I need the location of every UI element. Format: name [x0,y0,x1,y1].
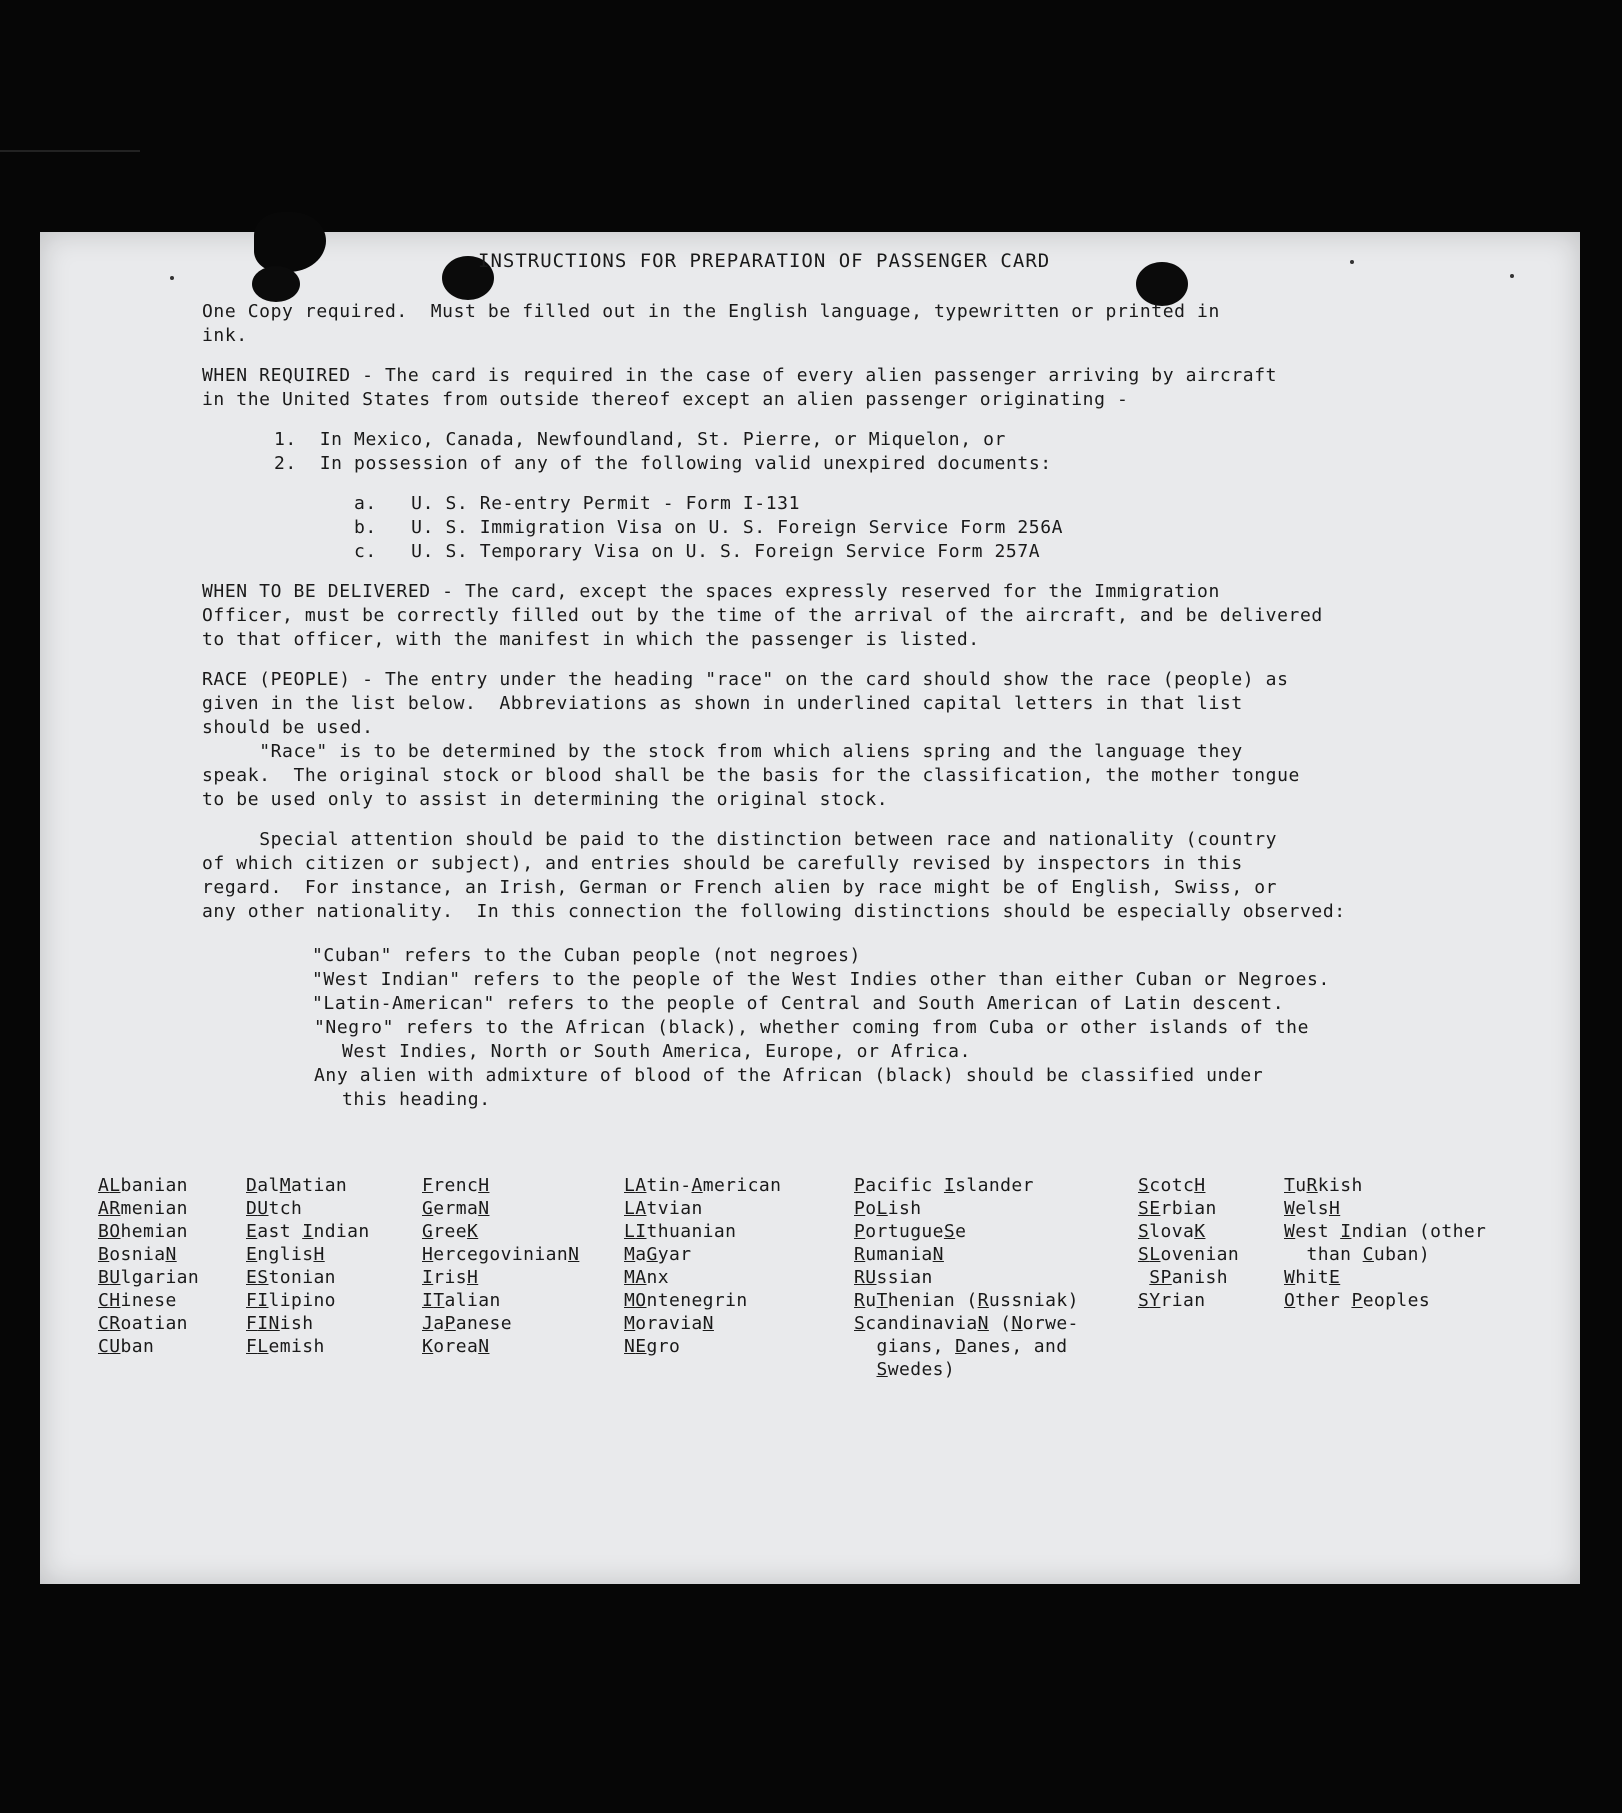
list-item-2: 2. In possession of any of the following valid unexpired documents: [274,453,1052,474]
document-page [40,232,1580,1584]
speck [1510,274,1514,278]
race-column-6 [1138,1174,1239,1312]
race-entry: ScotcH [1138,1175,1206,1196]
race-column-5 [854,1174,1079,1381]
race-entry: Other Peoples [1284,1290,1431,1311]
paragraph-special-attention: Special attention should be paid to the distinction between race and nationality (country of which citizen or subject), and entries should be carefully revised by inspectors in this regard. For instance, an Irish, German or French alien by race might be of English, Swiss, or any other nationality. In this connection the following distinctions should be especially observed: [202,829,1346,922]
race-entry: East Indian [246,1221,370,1242]
race-entry: SlovaK [1138,1221,1206,1242]
list-item-1: 1. In Mexico, Canada, Newfoundland, St. Pierre, or Miquelon, or [274,429,1006,450]
speck [170,276,174,280]
torn-corner [254,212,326,272]
race-entry: GermaN [422,1198,490,1219]
race-entry: BOhemian [98,1221,188,1242]
race-entry: ITalian [422,1290,501,1311]
race-entry: than Cuban) [1284,1244,1431,1265]
paragraph-when-delivered: WHEN TO BE DELIVERED - The card, except the spaces expressly reserved for the Immigration Officer, must be correctly filled out by the time of the arrival of the aircraft, and be delivered to that officer, with the manifest in which the passenger is listed. [202,581,1323,650]
race-entry: BUlgarian [98,1267,200,1288]
paragraph-copy-required: One Copy required. Must be filled out in the English language, typewritten or printed in ink. [202,301,1220,346]
paragraph-race-determined: "Race" is to be determined by the stock from which aliens spring and the language they speak. The original stock or blood shall be the basis for the classification, the mother tongue to be used only to assist in determining the original stock. [202,741,1300,810]
race-entry: LAtvian [624,1198,703,1219]
race-entry: KoreaN [422,1336,490,1357]
film-edge-mark [0,150,140,152]
race-entry: PoLish [854,1198,922,1219]
race-entry: BosniaN [98,1244,177,1265]
race-entry: EnglisH [246,1244,325,1265]
race-entry: MaGyar [624,1244,692,1265]
race-column-1 [98,1174,199,1358]
race-entry: ALbanian [98,1175,188,1196]
race-entry: DalMatian [246,1175,348,1196]
race-entry: gians, Danes, and [854,1336,1068,1357]
sub-item-a: a. U. S. Re-entry Permit - Form I-131 [354,493,801,514]
race-entry: MAnx [624,1267,669,1288]
race-entry: RUssian [854,1267,933,1288]
race-entry: FIlipino [246,1290,336,1311]
race-column-2 [246,1174,370,1358]
race-entry: Pacific Islander [854,1175,1034,1196]
race-entry: FrencH [422,1175,490,1196]
distinction-cuban: "Cuban" refers to the Cuban people (not negroes) [312,945,861,966]
race-entry: WhitE [1284,1267,1341,1288]
race-entry: FINish [246,1313,314,1334]
distinction-west-indian: "West Indian" refers to the people of the West Indies other than either Cuban or Negroes. [312,969,1330,990]
race-entry: RuThenian (Russniak) [854,1290,1079,1311]
race-entry: LIthuanian [624,1221,737,1242]
race-column-4 [624,1174,781,1358]
document-title: INSTRUCTIONS FOR PREPARATION OF PASSENGER CARD [478,250,1051,272]
race-column-3 [422,1174,579,1358]
race-entry: MoraviaN [624,1313,714,1334]
race-column-7 [1284,1174,1486,1312]
race-entry: HercegovinianN [422,1244,580,1265]
race-entry: IrisH [422,1267,479,1288]
distinction-negro: "Negro" refers to the African (black), whether coming from Cuba or other islands of the West Indies, North or South America, Europe, or Africa. [314,1017,1310,1062]
race-entry: West Indian (other [1284,1221,1487,1242]
race-entry: JaPanese [422,1313,512,1334]
race-entry: EStonian [246,1267,336,1288]
sub-item-b: b. U. S. Immigration Visa on U. S. Foreign Service Form 256A [354,517,1064,538]
race-entry: CRoatian [98,1313,188,1334]
race-entry: PortugueSe [854,1221,967,1242]
race-entry: MOntenegrin [624,1290,748,1311]
race-entry: SErbian [1138,1198,1217,1219]
race-entry: CUban [98,1336,155,1357]
race-entry: GreeK [422,1221,479,1242]
race-entry: LAtin-American [624,1175,782,1196]
race-entry: ScandinaviaN (Norwe- [854,1313,1079,1334]
distinction-latin-american: "Latin-American" refers to the people of Central and South American of Latin descent. [312,993,1285,1014]
race-entry: SLovenian [1138,1244,1240,1265]
paragraph-race-people: RACE (PEOPLE) - The entry under the heading "race" on the card should show the race (people) as given in the list below. Abbreviations as shown in underlined capital letters in that list should be used. [202,669,1289,738]
distinction-admixture: Any alien with admixture of blood of the African (black) should be classified under this heading. [314,1065,1264,1110]
race-entry: SYrian [1138,1290,1206,1311]
race-entry: NEgro [624,1336,681,1357]
race-entry: CHinese [98,1290,177,1311]
paragraph-when-required: WHEN REQUIRED - The card is required in the case of every alien passenger arriving by aircraft in the United States from outside thereof except an alien passenger originating - [202,365,1278,410]
document-body [202,300,1562,1112]
race-entry: DUtch [246,1198,303,1219]
sub-item-c: c. U. S. Temporary Visa on U. S. Foreign Service Form 257A [354,541,1041,562]
race-entry: WelsH [1284,1198,1341,1219]
race-entry: SPanish [1149,1267,1228,1288]
speck [1350,260,1354,264]
race-entry: FLemish [246,1336,325,1357]
race-entry: TuRkish [1284,1175,1363,1196]
race-entry: Swedes) [876,1359,956,1380]
punch-hole [252,266,300,302]
race-entry: ARmenian [98,1198,188,1219]
race-entry: RumaniaN [854,1244,944,1265]
